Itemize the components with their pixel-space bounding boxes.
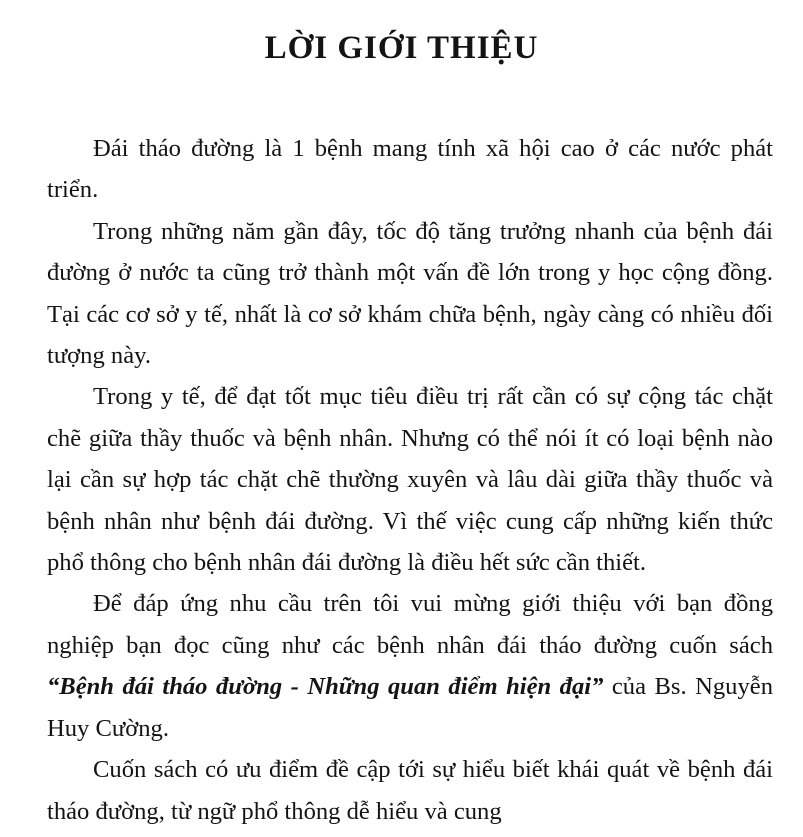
- page-title: LỜI GIỚI THIỆU: [264, 30, 539, 66]
- paragraph: Đái tháo đường là 1 bệnh mang tính xã hội cao ở các nước phát triển.: [47, 135, 773, 204]
- paragraph: Cuốn sách có ưu điểm đề cập tới sự hiểu biết khái quát về bệnh đái tháo đường, từ ngữ phổ thông dễ hiểu và cung: [47, 756, 773, 825]
- paragraph: Trong y tế, để đạt tốt mục tiêu điều trị rất cần có sự cộng tác chặt chẽ giữa thầy thuốc và bệnh nhân. Nhưng có thể nói ít có loại bệnh nào lại cần sự hợp tác chặt chẽ thường xuyên và lâu dài giữa thầy thuốc và bệnh nhân như bệnh đái đường. Vì thế việc cung cấp những kiến thức phổ thông cho bệnh nhân đái đường là điều hết sức cần thiết.: [47, 383, 773, 577]
- book-title: “Bệnh đái tháo đường - Những quan điểm hiện đại”: [47, 673, 604, 701]
- paragraph: [47, 583, 773, 749]
- paragraph: Trong những năm gần đây, tốc độ tăng trưởng nhanh của bệnh đái đường ở nước ta cũng trở thành một vấn đề lớn trong y học cộng đồng. Tại các cơ sở y tế, nhất là cơ sở khám chữa bệnh, ngày càng có nhiều đối tượng này.: [47, 217, 773, 370]
- paragraph-text: Để đáp ứng nhu cầu trên tôi vui mừng giới thiệu với bạn đồng nghiệp bạn đọc cũng như các bệnh nhân đái tháo đường cuốn sách: [47, 590, 773, 659]
- page-body: [47, 128, 773, 832]
- paragraph-text: của Bs. Nguyễn Huy Cường.: [47, 673, 773, 742]
